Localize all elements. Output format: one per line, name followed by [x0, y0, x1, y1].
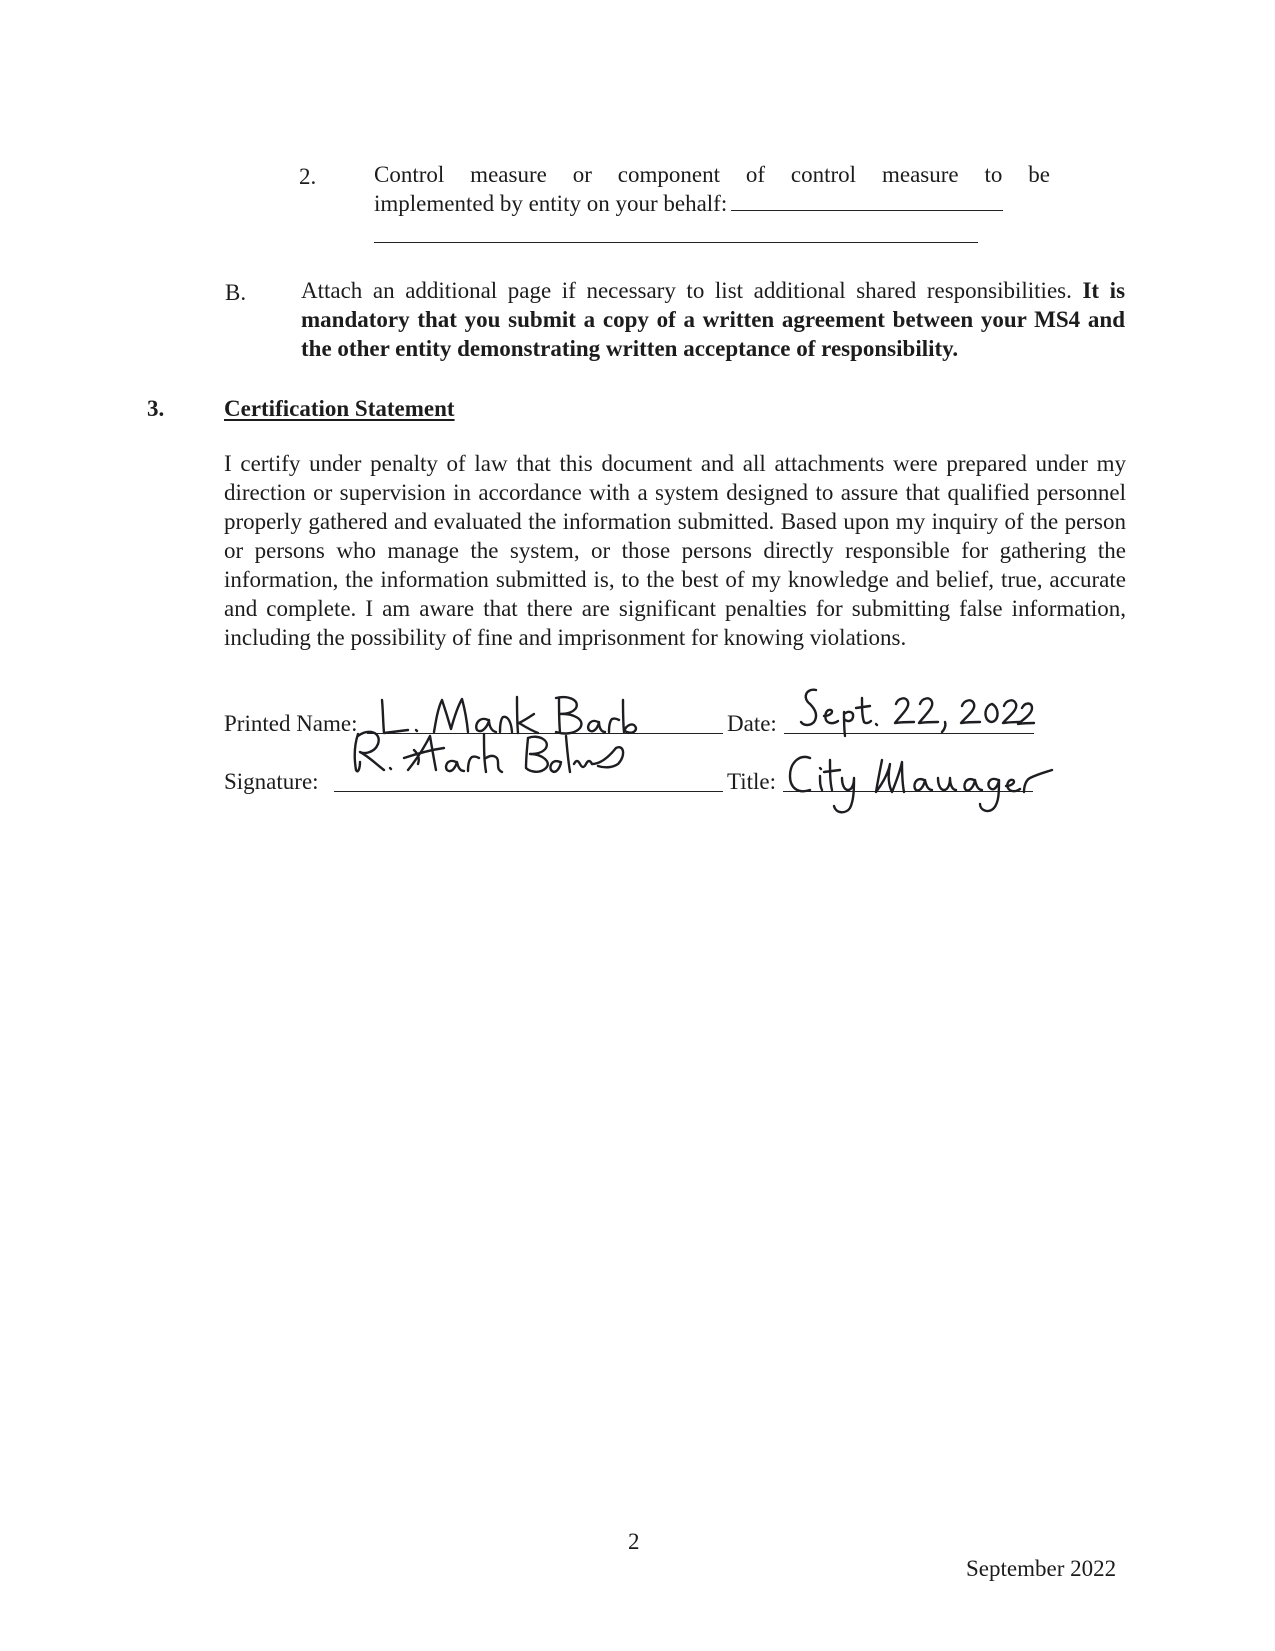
date-handwriting — [796, 684, 1036, 740]
section-3-number: 3. — [147, 396, 165, 421]
section-3-title: Certification Statement — [224, 396, 455, 421]
item-b-mandatory-notice: It is mandatory that you submit a copy of a written agreement between your MS4 and the other entity demonstrating written acceptance of responsibility. — [301, 278, 1126, 361]
page-number: 2 — [628, 1529, 640, 1554]
handwritten-signature — [346, 724, 646, 804]
date-label: Date: — [727, 711, 777, 736]
item-2-line-2: implemented by entity on your behalf: — [374, 191, 728, 216]
item-b-label: B. — [225, 280, 247, 305]
item-2-number: 2. — [299, 164, 317, 189]
footer-date: September 2022 — [966, 1556, 1117, 1581]
signature-label: Signature: — [224, 769, 319, 794]
certification-statement-body: I certify under penalty of law that this document and all attachments were prepared under my direction or supervision in accordance with a system designed to assure that qualified personnel properly gathered and evaluated the information submitted. Based upon my inquiry of the person or persons who manage the system, or those persons directly responsible for gathering the information, the information submitted is, to the best of my knowledge and belief, true, accurate and complete. I am aware that there are significant penalties for submitting false information, including the possibility of fine and imprisonment for knowing violations. — [224, 451, 1126, 650]
title-handwriting — [784, 748, 1054, 820]
item-2-blank-field[interactable] — [731, 190, 1003, 211]
printed-name-label: Printed Name: — [224, 711, 358, 736]
item-b-instruction: Attach an additional page if necessary to list additional shared responsibilities. — [301, 278, 1072, 303]
item-2-line-1: Control measure or component of control measure to be — [374, 162, 1050, 187]
item-2-blank-field-continued[interactable] — [374, 242, 978, 243]
title-label: Title: — [727, 769, 777, 794]
item-2-text — [374, 160, 1050, 218]
item-b-text — [301, 276, 1125, 363]
